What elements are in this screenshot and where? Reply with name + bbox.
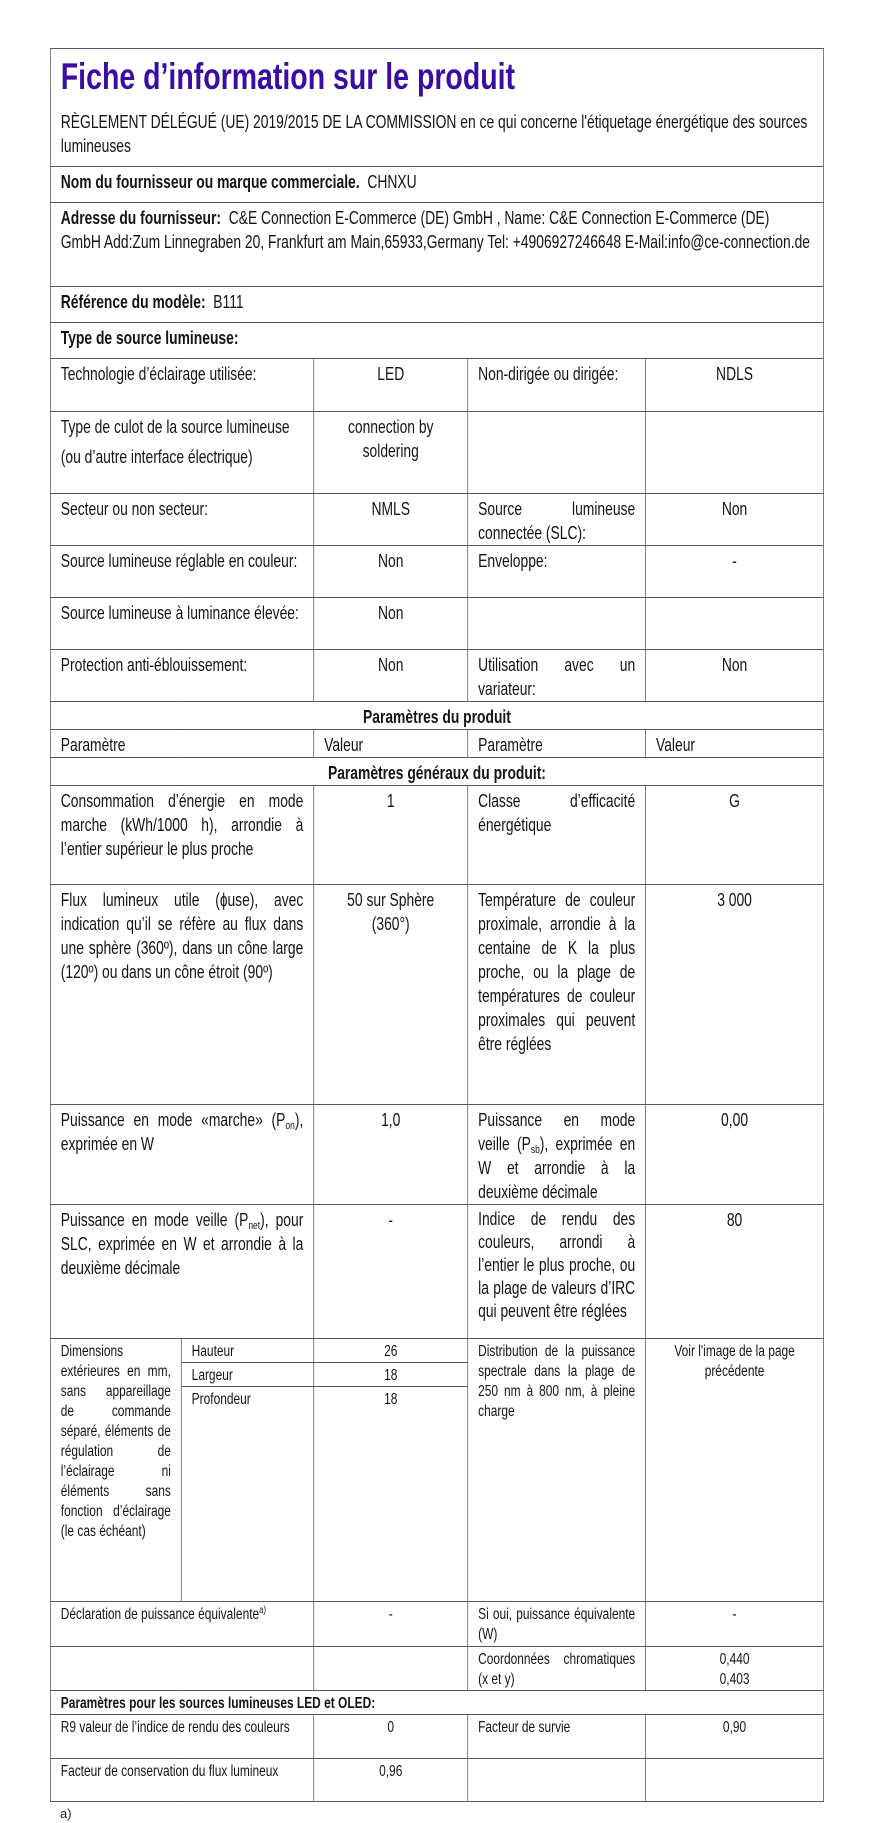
param-value: 0,96 [314, 1759, 468, 1802]
param-label: Distribution de la puissance spectrale dans la plage de 250 nm à 800 nm, à pleine charge [468, 1339, 646, 1602]
chroma-y: 0,403 [719, 1671, 750, 1688]
param-label-line: Type de culot de la source lumineuse [60, 417, 290, 437]
param-value: Non [646, 494, 824, 546]
source-type-heading: Type de source lumineuse: [50, 323, 823, 359]
param-label: Température de couleur proximale, arrondie à la centaine de K la plus proche, ou la plage de températures de couleur proximales qui peuvent être réglées [468, 885, 646, 1105]
param-label: Non-dirigée ou dirigée: [468, 359, 646, 412]
dimensions-row [50, 1339, 823, 1363]
empty-cell [646, 1759, 824, 1802]
table-row [50, 1602, 823, 1647]
param-label: Protection anti-éblouissement: [50, 650, 313, 702]
model-value: B111 [213, 292, 244, 312]
param-value: Non [314, 598, 468, 650]
param-label [468, 1105, 646, 1205]
general-heading-row [50, 758, 823, 786]
page-title: Fiche d’information sur le produit [60, 56, 516, 97]
table-row [50, 1647, 823, 1691]
param-label: Facteur de survie [468, 1715, 646, 1759]
dimensions-label: Dimensions extérieures en mm, sans appareillage de commande séparé, éléments de régulation de l’éclairage ni éléments sans fonction d’éclairage (le cas échéant) [50, 1339, 181, 1602]
supplier-value: CHNXU [367, 172, 417, 192]
label-text: ), exprimée en W [60, 1110, 304, 1154]
dimension-value: 26 [314, 1339, 468, 1363]
label-text: Puissance en mode veille (P [478, 1110, 636, 1154]
table-row [50, 412, 823, 494]
param-label: Source lumineuse à luminance élevée: [50, 598, 313, 650]
label-subscript: net [248, 1220, 261, 1232]
label-subscript: sb [530, 1144, 540, 1156]
param-label: Indice de rendu des couleurs, arrondi à l’entier le plus proche, ou la plage de valeurs d’IRC qui peuvent être réglées [468, 1205, 646, 1339]
dimension-value: 18 [314, 1363, 468, 1387]
param-label: Utilisation avec un variateur: [468, 650, 646, 702]
param-value: 0,90 [646, 1715, 824, 1759]
param-label: Secteur ou non secteur: [50, 494, 313, 546]
param-label [50, 1205, 313, 1339]
label-subscript: on [285, 1120, 295, 1132]
param-label: Consommation d’énergie en mode marche (kWh/1000 h), arrondie à l’entier supérieur le plus proche [50, 786, 313, 885]
param-label [50, 1602, 313, 1647]
empty-cell [50, 1647, 313, 1691]
param-value: 0,00 [646, 1105, 824, 1205]
param-label: Si oui, puissance équivalente (W) [468, 1602, 646, 1647]
table-row [50, 546, 823, 598]
model-label: Référence du modèle: [60, 292, 206, 312]
supplier-label: Nom du fournisseur ou marque commerciale. [60, 172, 360, 192]
param-value [646, 598, 824, 650]
param-value [646, 1647, 824, 1691]
label-text: ), exprimée en W et arrondie à la deuxième décimale [478, 1134, 636, 1202]
column-header: Paramètre [468, 730, 646, 758]
table-row [50, 885, 823, 1105]
header-cell [50, 49, 823, 167]
empty-cell [468, 1759, 646, 1802]
param-label: Flux lumineux utile (ɸuse), avec indication qu’il se réfère au flux dans une sphère (360º), dans un cône large (120º) ou dans un cône étroit (90º) [50, 885, 313, 1105]
dimension-label: Largeur [181, 1363, 313, 1387]
empty-cell [314, 1647, 468, 1691]
dimension-value: 18 [314, 1387, 468, 1602]
address-label: Adresse du fournisseur: [60, 208, 221, 228]
column-header: Valeur [314, 730, 468, 758]
param-value: connection by soldering [314, 412, 468, 494]
table-row [50, 494, 823, 546]
param-value [646, 412, 824, 494]
param-label: Source lumineuse connectée (SLC): [468, 494, 646, 546]
label-text: ), pour SLC, exprimée en W et arrondie à la deuxième décimale [60, 1210, 304, 1278]
param-value: 1,0 [314, 1105, 468, 1205]
param-label: Source lumineuse réglable en couleur: [50, 546, 313, 598]
table-row [50, 1715, 823, 1759]
param-label: Enveloppe: [468, 546, 646, 598]
table-row [50, 359, 823, 412]
param-value: - [646, 546, 824, 598]
param-value: - [314, 1602, 468, 1647]
param-label: Classe d’efficacité énergétique [468, 786, 646, 885]
supplier-row [50, 167, 823, 203]
table-row [50, 1759, 823, 1802]
param-value: Non [314, 546, 468, 598]
param-value: G [646, 786, 824, 885]
address-row [50, 203, 823, 287]
address-value: C&E Connection E-Commerce (DE) GmbH , Name: C&E Connection E-Commerce (DE) GmbH Add:Zum Linnegraben 20, Frankfurt am Main,65933,Germany Tel: +4906927246648 E-Mail:info@ce-connection.de [60, 208, 811, 252]
param-value: 80 [646, 1205, 824, 1339]
table-row [50, 1205, 823, 1339]
param-label: Facteur de conservation du flux lumineux [50, 1759, 313, 1802]
params-heading-row [50, 702, 823, 730]
column-header-row [50, 730, 823, 758]
params-heading: Paramètres du produit [50, 702, 823, 730]
param-label-line: (ou d’autre interface électrique) [60, 447, 253, 467]
header-row [50, 49, 823, 167]
source-type-heading-row [50, 323, 823, 359]
column-header: Paramètre [50, 730, 313, 758]
product-information-sheet [50, 48, 823, 1802]
label-text: Puissance en mode «marche» (P [60, 1110, 286, 1130]
model-row [50, 287, 823, 323]
param-value: Non [314, 650, 468, 702]
column-header: Valeur [646, 730, 824, 758]
dimension-label: Profondeur [181, 1387, 313, 1602]
param-value: NDLS [646, 359, 824, 412]
general-heading: Paramètres généraux du produit: [50, 758, 823, 786]
param-value: 0 [314, 1715, 468, 1759]
table-row [50, 650, 823, 702]
param-value: LED [314, 359, 468, 412]
footnote-marker: a) [259, 1605, 267, 1616]
param-value: 50 sur Sphère (360°) [314, 885, 468, 1105]
table-row [50, 786, 823, 885]
param-value: 1 [314, 786, 468, 885]
led-heading: Paramètres pour les sources lumineuses LED et OLED: [50, 1691, 823, 1715]
param-label [468, 598, 646, 650]
led-heading-row [50, 1691, 823, 1715]
param-value: NMLS [314, 494, 468, 546]
param-value: 3 000 [646, 885, 824, 1105]
label-text: Puissance en mode veille (P [60, 1210, 249, 1230]
param-label [50, 412, 313, 494]
footnote: a) [60, 1806, 72, 1821]
param-label: R9 valeur de l’indice de rendu des couleurs [50, 1715, 313, 1759]
param-value: - [314, 1205, 468, 1339]
chroma-x: 0,440 [719, 1651, 750, 1668]
param-label [468, 412, 646, 494]
dimension-label: Hauteur [181, 1339, 313, 1363]
param-label: Coordonnées chromatiques (x et y) [468, 1647, 646, 1691]
product-info-table [50, 48, 824, 1802]
regulation-subtitle: RÈGLEMENT DÉLÉGUÉ (UE) 2019/2015 DE LA COMMISSION en ce qui concerne l'étiquetage énergétique des sources lumineuses [60, 112, 808, 156]
param-label [50, 1105, 313, 1205]
param-value: Non [646, 650, 824, 702]
param-label: Technologie d’éclairage utilisée: [50, 359, 313, 412]
table-row [50, 1105, 823, 1205]
param-value: - [646, 1602, 824, 1647]
label-text: Déclaration de puissance équivalente [60, 1606, 260, 1623]
table-row [50, 598, 823, 650]
param-value: Voir l'image de la page précédente [646, 1339, 824, 1602]
